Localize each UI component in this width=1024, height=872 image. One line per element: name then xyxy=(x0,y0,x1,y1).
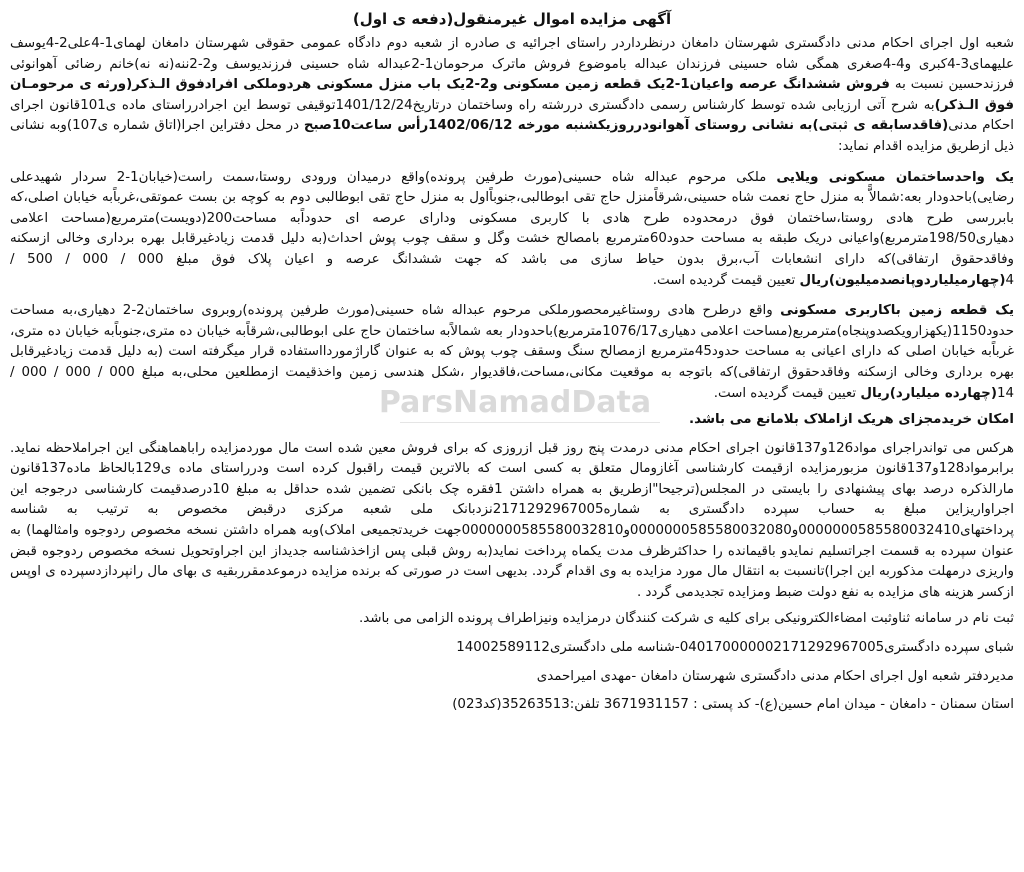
separate-purchase-notice: امکان خریدمجزای هریک ازاملاک بلامانع می باشد. xyxy=(689,412,1014,428)
watermark-logo: ParsNamadData xyxy=(378,385,652,420)
item-2-heading: یک قطعه زمین باکاربری مسکونی xyxy=(780,303,1015,319)
intro-text-1: شعبه اول اجرای احکام مدنی دادگستری شهرستان دامغان درنظرداردر راستای اجرائیه ی صادره از شعبه دوم دادگاه عمومی حقوقی شهرستان دامغان لهمای1-4علی2-4یوسف علیهمای3-4کبری و4-4صغری همگی شاه حسینی فرزندان عبداله باموضوع فروش ماترک مرحومان1-2عبداله شاه حسینی فرزندیوسف و2-2ننه(نه نه)خانم رضائی آهوانوئی فرزندحسین نسبت به xyxy=(10,36,1014,93)
intro-paragraph xyxy=(10,34,1014,158)
item-1-paragraph xyxy=(10,168,1014,292)
item-2-text-2: تعیین قیمت گردیده است. xyxy=(713,385,861,401)
item-2-paragraph xyxy=(10,301,1014,404)
item-1-price-words: (چهارمیلیاردوپانصدمیلیون)ریال xyxy=(799,272,1006,288)
intro-bold-2: (فاقدسابقه ی ثبتی)به نشانی روستای آهوانودرروزیکشنبه مورخه 1402/06/12رأس ساعت10صبح xyxy=(303,118,949,134)
account-info: شبای سپرده دادگستری040170000002171292967005-شناسه ملی دادگستری14002589112 xyxy=(456,640,1014,656)
item-1-heading: یک واحدساختمان مسکونی ویلایی xyxy=(776,169,1014,185)
intro-text-2: به شرح آتی ارزیابی شده توسط کارشناس رسمی دادگستری دررشته راه وساختمان درتاریخ1401/12/24توقیفی توسط این اجرادرراستای ماده ی101قانون اجرای احکام مدنی xyxy=(10,97,1015,134)
address-line: استان سمنان - دامغان - میدان امام حسین(ع)- کد پستی : 3671931157 تلفن:35263513(کد023) xyxy=(452,697,1014,713)
auction-terms-paragraph: هرکس می تواندراجرای مواد126و137قانون اجرای احکام مدنی درمدت پنج روز قبل ازروزی که برای فروش معین شده است مال موردمزایده راباهماهنگی این اجراملاحظه نماید. برابرمواد128و137قانون مزبورمزایده ازقیمت کارشناسی آغازومال متعلق به کسی است که بالاترین قیمت راقبول کرده است ودرراستای ماده ی129بالحاظ ماده137قانون مارالذکره درصد بهای پیشنهادی را بایستی در المجلس(ترجیحا"ازطریق به همراه داشتن 1فقره چک بانکی تضمین شده حداقل به مبلغ 10درصدقیمت کارشناسی درجوجه این اجراواریزاین مبلغ به حساب سپرده دادگستری به شماره2171292967005نزدبانک ملی شعبه مرکزی درقبض مخصوص به ترتیب به شناسه پرداختهای0000000585580032410و0000000585580032080و0000000585580032810جهت خریدتجمیعی املاک)وبه همراه داشتن نسخه مخصوص ردوجوه وامثالهما) به عنوان سپرده به قسمت اجراتسلیم نمایدو باقیمانده را حداکثرظرف مدت یکماه پرداخت نماید(به روش قبلی پس ازاخذشناسه جدیداز این اجراوتحویل نسخه مخصوص ردوجوه قبض واریزی درمهلت مذکوربه این اجرا)تانسبت به انتقال مال مورد مزایده به وی اقدام گردد. بدیهی است در صورتی که برنده مزایده درموعدمقرربقیه ی بهای مال رانپردازدسپرده ی اوپس ازکسر هزینه های مزایده به نفع دولت ضبط ومزایده تجدیدمی گردد . xyxy=(10,440,1015,600)
intro-bold-1: فروش ششدانگ عرصه واعیان1-2یک قطعه زمین مسکونی و2-2یک باب منزل مسکونی هردوملکی افرادفوق الـذکر(ورثه ی مرحومـان فوق الـذکر) xyxy=(10,77,1014,113)
item-1-text-2: تعیین قیمت گردیده است. xyxy=(652,272,800,288)
item-2-text-1: واقع درطرح هادی روستاغیرمحصورملکی مرحوم عبداله شاه حسینی(مورث طرفین پرونده)روبروی ساختمان2-2 دهیاری،به مساحت حدود1150(یکهزارویکصدوپنجاه)مترمربع(مساحت اعلامی دهیاری1076/17مترمربع)باحدودار بعه شمالاًبه ساختمان حاج علی ابوطالبی،شرقاًبه خیابان ده متری،جنوباًبه خیابان ده متری، غرباًبه خیابان اصلی که دارای اعیانی به مساحت حدود45مترمربع ازمصالح سنگ وسقف چوب پوش که به عنوان گاراژموردااستفاده قرار میگرفته است (به دلیل قدمت زیادغیرقابل بهره برداری وخالی ازسکنه وفاقدحقوق ارتفاقی)که باتوجه به موقعیت مکانی،مساحت،فاقدیوار ،شکل هندسی زمین واخذقیمت ازمطلعین محلی،به مبلغ 000 / 000 / 000 / 14 xyxy=(10,303,1014,401)
notice-title: آگهی مزایده اموال غیرمنقول(دفعه ی اول) xyxy=(352,10,672,28)
item-2-price-words: (چهارده میلیارد)ریال xyxy=(860,385,997,401)
signature-line: مدیردفتر شعبه اول اجرای احکام مدنی دادگستری شهرستان دامغان -مهدی امیراحمدی xyxy=(536,668,1014,684)
item-1-text-1: ملکی مرحوم عبداله شاه حسینی(مورث طرفین پرونده)واقع درمیدان ورودی روستا،سمت راست(خیابان1-2 سردار شهیدعلی رضایی)باحدودار بعه:شمالاًّ به منزل حاج نعمت شاه حسینی،شرقاًمنزل حاج تقی ابوطالبی،جنوباًاول به منزل حاج تقی ابوطالبی دوم به کوچه بن بست عموتقی،غرباًبه خیابان اصلی،که بابررسی طرح هادی روستا،ساختمان فوق درمحدوده طرح هادی با کاربری مسکونی ودارای عرصه ای حدوداًبه مساحت200(دویست)مترمربع(مساحت اعلامی دهیاری198/50مترمربع)واعیانی دریک طبقه به مساحت حدود60مترمربع بامصالح خشت وگل و سقف چوب پوش احداث(به دلیل قدمت زیادغیرقابل بهره برداری وخالی ازسکنه وفاقدحقوق ارتفاقی)که دارای انشعابات آب،برق بدون حیاط سازی می باشد که جهت ششدانگ عرصه و اعیان پلاک فوق مبلغ 000 / 000 / 500 / 4 xyxy=(10,169,1014,288)
intro-text-3: در محل دفتراین اجرا(اتاق شماره ی107)وبه نشانی ذیل ازطریق مزایده اقدام نماید: xyxy=(10,118,1014,154)
registration-note: ثبت نام در سامانه ثناوثبت امضاءالکترونیکی برای کلیه ی شرکت کنندگان درمزایده ونیزاطراف پرونده الزامی می باشد. xyxy=(359,611,1014,627)
